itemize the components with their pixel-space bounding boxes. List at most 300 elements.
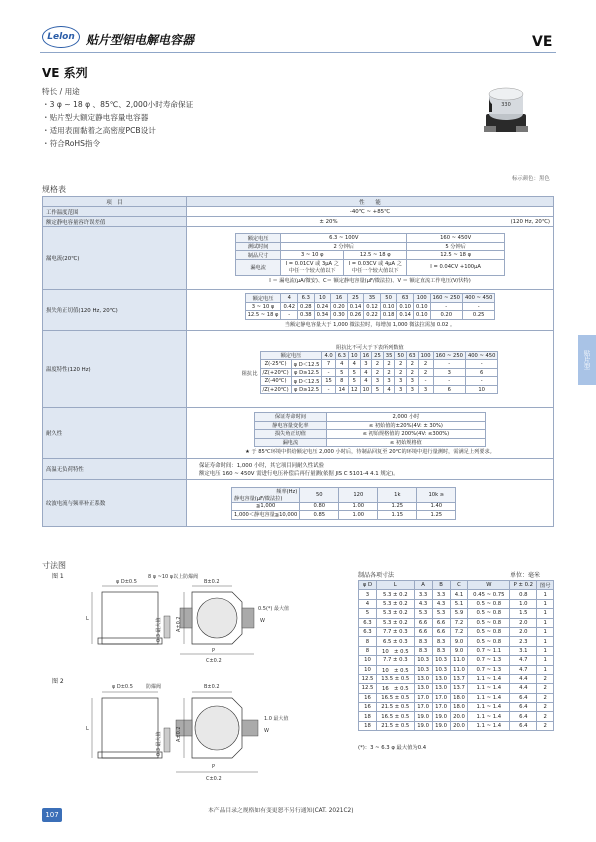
dim-cell: 11.0	[450, 656, 468, 665]
leak-h-time: 测试时间	[236, 242, 281, 251]
dim-cell: 0.5 ~ 0.8	[468, 618, 510, 627]
endurance-row	[255, 413, 486, 422]
tc-cell: 2	[383, 360, 395, 369]
dim-cell: 7.7 ± 0.3	[376, 656, 414, 665]
tc-cell: 5	[372, 385, 384, 394]
dim-cell: 8.3	[432, 646, 450, 655]
tc-header-cell: 4.0	[322, 351, 335, 360]
spec-heading: 规格表	[42, 185, 66, 194]
tan-row	[245, 311, 495, 320]
endurance-item: 静电容量变化率	[255, 421, 327, 430]
fig1-vent-label: 8 φ ~10 φ以上防爆阀	[148, 574, 199, 580]
dimension-table	[358, 580, 554, 731]
tc-cell: 2	[395, 368, 407, 377]
tc-cell: 3	[372, 377, 384, 386]
tc-cell: 4	[360, 377, 372, 386]
dim-row	[359, 627, 554, 636]
leak-h-size: 制品尺寸	[236, 251, 281, 260]
tan-header-cell: 10	[314, 294, 331, 303]
tan-delta-table	[245, 293, 496, 320]
tc-row	[260, 368, 498, 377]
tc-row	[260, 385, 498, 394]
spec-table	[42, 196, 554, 527]
dim-cell: 12.5	[359, 684, 377, 693]
shelf-line-2: 额定电压 160 ~ 450V 需进行电压补偿后再行量测(依据 JIS C 5101-4 4.1 规定)。	[199, 471, 399, 477]
tan-cell: 3 ~ 10 φ	[245, 302, 281, 311]
dim-cell: 18.0	[450, 703, 468, 712]
dim-cell: 8.3	[432, 637, 450, 646]
dim-cell: 6.3	[359, 627, 377, 636]
temp-char-title: 阻抗比不可大于下表所列数值	[336, 344, 404, 351]
dim-cell: 1	[537, 618, 554, 627]
ripple-cell: 1.40	[417, 502, 456, 511]
tan-delta-cell	[187, 290, 554, 331]
tan-cell: 0.20	[331, 302, 348, 311]
dim-cell: 13.0	[414, 684, 432, 693]
dim-cell: 21.5 ± 0.5	[376, 721, 414, 730]
dim-cell: 6.4	[510, 693, 537, 702]
temp-char-label: 温度特性(120 Hz)	[43, 331, 187, 408]
dim-row	[359, 721, 554, 730]
dim-cell: 8.3	[414, 637, 432, 646]
series-name: VE 系列	[42, 66, 88, 80]
dim-cell: 1.1 ~ 1.4	[468, 703, 510, 712]
ripple-row	[232, 502, 456, 511]
dim-cell: 6.6	[432, 618, 450, 627]
dim-cell: 8.3	[414, 646, 432, 655]
dim-row	[359, 599, 554, 608]
leakage-cell	[187, 227, 554, 290]
catalog-title: 贴片型铝电解电容器	[86, 33, 195, 47]
dim-cell: 10.3	[432, 665, 450, 674]
dim-cell: 18.0	[450, 693, 468, 702]
tan-header-cell: 4	[281, 294, 298, 303]
dim-cell: 4.3	[432, 599, 450, 608]
shelf-life-label: 高温无负荷特性	[43, 459, 187, 480]
tan-cell: -	[430, 302, 462, 311]
dim-cell: 19.0	[432, 712, 450, 721]
dim-cell: 18	[359, 721, 377, 730]
endurance-item: 保证寿命时间	[255, 413, 327, 422]
cap-tolerance-condition: (120 Hz, 20℃)	[470, 217, 554, 227]
tan-header-cell: 50	[380, 294, 397, 303]
leakage-note: I ＝ 漏电流(μA/微安)、C＝ 额定静电容量(μF/微法拉)、V ＝ 额定直流工作电压(V/伏特)	[269, 277, 471, 284]
tc-header-cell: 额定电压	[260, 351, 322, 360]
dim-cell: 1.0	[510, 599, 537, 608]
tan-header-row	[245, 294, 495, 303]
dim-cell: 2	[537, 674, 554, 683]
ripple-row	[232, 511, 456, 520]
header-divider	[40, 52, 556, 53]
leakage-table	[235, 233, 505, 276]
dim-cell: 21.5 ± 0.5	[376, 703, 414, 712]
fig1-label: 图 1	[52, 573, 64, 580]
tan-header-cell: 400 ~ 450	[462, 294, 494, 303]
dim-cell: 0.7 ~ 1.1	[468, 646, 510, 655]
fig1-l-dim: L	[86, 616, 89, 622]
tc-cell: -	[322, 368, 335, 377]
temp-range-value: -40℃ ~ +85℃	[187, 207, 554, 217]
tc-cell: 7	[322, 360, 335, 369]
spec-col-item: 项 目	[43, 197, 187, 207]
dim-cell: 4.4	[510, 684, 537, 693]
tan-cell: 0.10	[380, 302, 397, 311]
dim-cell: 1.5	[510, 609, 537, 618]
endurance-value: ≤ 初始规格值	[326, 438, 485, 447]
tc-header-cell: 400 ~ 450	[465, 351, 497, 360]
dim-cell: 1	[537, 599, 554, 608]
dim-cell: 5.3	[432, 609, 450, 618]
ripple-cell: 0.80	[300, 502, 339, 511]
dim-cell: 1	[537, 665, 554, 674]
dim-cell: 4.4	[510, 674, 537, 683]
dim-cell: 10.3	[414, 656, 432, 665]
dim-cell: 2.0	[510, 618, 537, 627]
dim-cell: 2.0	[510, 627, 537, 636]
capacitor-product-image	[480, 84, 532, 136]
feature-item: ・3 φ ~ 18 φ 、85℃、2,000小时寿命保证	[42, 100, 194, 109]
tc-header-cell: 160 ~ 250	[433, 351, 465, 360]
endurance-item: 损失角正切值	[255, 430, 327, 439]
dim-header-cell: φ D	[359, 581, 377, 590]
dim-header-cell: W	[468, 581, 510, 590]
tan-cell: 0.20	[430, 311, 462, 320]
leak-t1: 2 分钟后	[281, 242, 407, 251]
tc-cell: 3	[395, 377, 407, 386]
tc-header-cell: 50	[395, 351, 407, 360]
tc-cell: 2	[406, 360, 418, 369]
leak-c3: I = 0.04CV +100μA	[407, 259, 505, 275]
dim-cell: 10.3	[432, 656, 450, 665]
tc-cell: -	[433, 377, 465, 386]
tan-header-cell: 25	[347, 294, 364, 303]
tan-header-cell: 100	[413, 294, 430, 303]
ripple-cell: 1.25	[417, 511, 456, 520]
dim-cell: 1	[537, 627, 554, 636]
tc-cell: 4	[383, 385, 395, 394]
tan-cell: -	[462, 302, 494, 311]
tan-cell: 0.22	[364, 311, 381, 320]
ripple-cell: 1,000＜静电容量≦10,000	[232, 511, 300, 520]
shelf-line-1: 保证寿命时间：1,000 小时，其它项目同耐久性试验	[199, 463, 324, 469]
endurance-item: 漏电流	[255, 438, 327, 447]
tc-cell: 2	[372, 368, 384, 377]
tan-delta-note: 当额定静电容量大于 1,000 微法拉时，每增加 1,000 微法拉需加 0.02 。	[284, 321, 456, 328]
dim-cell: 17.0	[432, 693, 450, 702]
dim-row	[359, 684, 554, 693]
dim-row	[359, 637, 554, 646]
dim-cell: 20.0	[450, 712, 468, 721]
dim-cell: 19.0	[414, 721, 432, 730]
tan-row	[245, 302, 495, 311]
tc-cell: 3	[433, 368, 465, 377]
dim-cell: 2	[537, 721, 554, 730]
side-tab: 贴片型	[578, 335, 596, 385]
tan-cell: 0.26	[347, 311, 364, 320]
dim-cell: 2	[537, 684, 554, 693]
ripple-freq: 50	[300, 487, 339, 502]
tan-delta-label: 损失角正切值(120 Hz, 20℃)	[43, 290, 187, 331]
endurance-table	[254, 412, 486, 447]
dim-cell: 1.1 ~ 1.4	[468, 684, 510, 693]
tc-cell: 2	[406, 368, 418, 377]
dim-cell: 7.7 ± 0.3	[376, 627, 414, 636]
leak-h-current: 漏电流	[236, 259, 281, 275]
dim-cell: 1	[537, 609, 554, 618]
dim-cell: 1.1 ~ 1.4	[468, 712, 510, 721]
dim-header-cell: A	[414, 581, 432, 590]
dim-cell: 10.3	[414, 665, 432, 674]
dim-cell: 13.7	[450, 684, 468, 693]
ripple-cell: ≦1,000	[232, 502, 300, 511]
dim-unit: 单位：毫米	[510, 572, 541, 579]
dim-cell: 8	[359, 646, 377, 655]
dim-cell: 5.3 ± 0.2	[376, 599, 414, 608]
dim-header-cell: 图号	[537, 581, 554, 590]
tan-cell: 0.10	[413, 302, 430, 311]
tan-cell: 0.42	[281, 302, 298, 311]
dim-cell: 19.0	[432, 721, 450, 730]
dim-cell: 17.0	[414, 703, 432, 712]
dim-cell: 6.6	[432, 627, 450, 636]
dim-cell: 20.0	[450, 721, 468, 730]
tan-header-cell: 16	[331, 294, 348, 303]
ripple-header-row	[232, 487, 456, 502]
endurance-row	[255, 421, 486, 430]
feature-item: ・适用表面黏着之高密度PCB设计	[42, 126, 156, 135]
tan-header-cell: 63	[397, 294, 414, 303]
tc-cell: 2	[395, 360, 407, 369]
tan-cell: 0.30	[331, 311, 348, 320]
leak-s1: 3 ~ 10 φ	[281, 251, 344, 260]
tan-cell: 0.34	[314, 311, 331, 320]
leakage-label: 漏电流(20℃)	[43, 227, 187, 290]
fig1-p-label: P	[212, 648, 216, 654]
tc-row	[260, 377, 498, 386]
tan-header-cell: 额定电压	[245, 294, 281, 303]
tan-header-cell: 160 ~ 250	[430, 294, 462, 303]
dim-cell: 6.5 ± 0.3	[376, 637, 414, 646]
dim-cell: 5.3 ± 0.2	[376, 618, 414, 627]
dim-cell: 0.7 ~ 1.3	[468, 656, 510, 665]
dim-header-cell: L	[376, 581, 414, 590]
dim-cell: 5.9	[450, 609, 468, 618]
endurance-label: 耐久性	[43, 408, 187, 459]
dim-header-cell: P ± 0.2	[510, 581, 537, 590]
dim-cell: 4.7	[510, 656, 537, 665]
tc-cell: 3	[406, 377, 418, 386]
dim-cell: 4.1	[450, 590, 468, 599]
temp-char-table	[260, 351, 499, 395]
feature-item: ・贴片型大额定静电容量电容器	[42, 113, 149, 122]
dim-cell: 1.1 ~ 1.4	[468, 674, 510, 683]
shelf-life-cell	[187, 459, 554, 480]
tc-cell: -	[322, 385, 335, 394]
dim-cell: 11.0	[450, 665, 468, 674]
endurance-value: ≤ 初始规格值的 200%(4V: ≤300%)	[326, 430, 485, 439]
dim-table-title: 制品各项寸法	[358, 572, 395, 579]
footer-note: 本产品目录之规格如有变更恕不另行通知(CAT. 2021C2)	[208, 808, 354, 814]
dim-cell: 2	[537, 693, 554, 702]
dim-cell: 13.0	[432, 684, 450, 693]
dim-cell: 17.0	[414, 693, 432, 702]
dim-footnote: (*)：3 ~ 6.3 φ 最大值为0.4	[358, 745, 427, 751]
tc-cell: -	[465, 377, 497, 386]
dim-cell: 0.5 ~ 0.8	[468, 609, 510, 618]
ripple-cap-header: 静电容量(μF/微法拉)	[234, 495, 283, 502]
tc-cell: 10	[360, 385, 372, 394]
tc-cell: /Z(+20℃)	[260, 385, 291, 394]
tc-cell: φ D＜12.5	[291, 360, 322, 369]
dim-cell: 4.3	[414, 599, 432, 608]
dim-cell: 16.5 ± 0.5	[376, 712, 414, 721]
tc-cell: 2	[418, 360, 433, 369]
dim-cell: 3.1	[510, 646, 537, 655]
tc-cell: 10	[465, 385, 497, 394]
ripple-freq: 120	[339, 487, 378, 502]
dim-cell: 0.5 ~ 0.8	[468, 599, 510, 608]
dim-cell: 16.5 ± 0.5	[376, 693, 414, 702]
dim-row	[359, 646, 554, 655]
dim-cell: 16 ± 0.5	[376, 684, 414, 693]
marking-color-note: 标示颜色：黑色	[512, 176, 550, 182]
leak-v1: 6.3 ~ 100V	[281, 234, 407, 243]
fig2-maxw-label: 1.0 最大值	[264, 716, 289, 722]
dim-cell: 1	[537, 637, 554, 646]
tc-cell: 5	[348, 377, 360, 386]
fig2-ltol-label: 0.3 最大值	[156, 731, 162, 756]
endurance-row	[255, 438, 486, 447]
dim-cell: 0.45 ~ 0.75	[468, 590, 510, 599]
ripple-corner	[232, 487, 300, 502]
dim-cell: 16	[359, 693, 377, 702]
tan-cell: 0.10	[397, 302, 414, 311]
fig2-d-label: φ D±0.5	[112, 684, 133, 690]
tc-cell: 14	[335, 385, 348, 394]
dim-cell: 5.1	[450, 599, 468, 608]
tan-cell: 0.24	[314, 302, 331, 311]
ripple-cell: 0.85	[300, 511, 339, 520]
fig2-vent-label: 防爆阀	[146, 684, 162, 690]
leak-s2: 12.5 ~ 18 φ	[344, 251, 407, 260]
ripple-cell: 1.15	[378, 511, 417, 520]
ripple-cell: 1.00	[339, 511, 378, 520]
dim-cell: 2	[537, 703, 554, 712]
dim-row	[359, 665, 554, 674]
dim-cell: 5.3	[414, 609, 432, 618]
tc-row	[260, 360, 498, 369]
dim-cell: 8	[359, 637, 377, 646]
dim-cell: 6.3	[359, 618, 377, 627]
endurance-value: ≤ 初始值的±20%(4V: ± 30%)	[326, 421, 485, 430]
tc-cell: -	[418, 377, 433, 386]
dim-row	[359, 703, 554, 712]
tc-cell: Z(-25℃)	[260, 360, 291, 369]
fig2-label: 图 2	[52, 678, 64, 685]
dim-row	[359, 693, 554, 702]
tc-cell: 6	[433, 385, 465, 394]
fig1-a-label: A±0.2	[176, 616, 182, 632]
dim-cell: 4	[359, 599, 377, 608]
dim-cell: 0.5 ~ 0.8	[468, 637, 510, 646]
dim-cell: 19.0	[414, 712, 432, 721]
dim-cell: 3	[359, 590, 377, 599]
tc-header-cell: 6.3	[335, 351, 348, 360]
tc-cell: -	[433, 360, 465, 369]
fig2-c-label: C±0.2	[206, 776, 222, 782]
tc-cell: 4	[348, 360, 360, 369]
dim-cell: 9.0	[450, 637, 468, 646]
ripple-cell	[187, 480, 554, 527]
dim-cell: 0.5 ~ 0.8	[468, 627, 510, 636]
dim-cell: 4.7	[510, 665, 537, 674]
fig1-maxw-label: 0.5(*) 最大值	[258, 606, 289, 612]
dim-cell: 17.0	[432, 703, 450, 712]
temp-char-cell	[187, 331, 554, 408]
ripple-cell: 1.00	[339, 502, 378, 511]
dim-cell: 13.0	[414, 674, 432, 683]
tc-cell: φ D＜12.5	[291, 377, 322, 386]
ripple-table	[231, 487, 456, 520]
tc-header-cell: 100	[418, 351, 433, 360]
fig1-d-label: φ D±0.5	[116, 579, 137, 585]
dim-row	[359, 590, 554, 599]
dim-cell: 9.0	[450, 646, 468, 655]
tan-cell: -	[281, 311, 298, 320]
impedance-ratio-label: 阻抗比	[241, 370, 258, 377]
dim-cell: 7.2	[450, 618, 468, 627]
dim-cell: 2	[537, 712, 554, 721]
brand-logo: Lelon	[42, 26, 80, 48]
tc-cell: 6	[465, 368, 497, 377]
tan-cell: 0.12	[364, 302, 381, 311]
spec-col-performance: 性 能	[187, 197, 554, 207]
figure-1-drawing	[80, 572, 312, 672]
dim-cell: 10 ± 0.5	[376, 665, 414, 674]
cap-tolerance-label: 额定静电容量容许误差值	[43, 217, 187, 227]
dim-cell: 3.3	[414, 590, 432, 599]
dim-cell: 12.5	[359, 674, 377, 683]
dim-cell: 13.5 ± 0.5	[376, 674, 414, 683]
dim-cell: 13.7	[450, 674, 468, 683]
dim-cell: 10 ± 0.5	[376, 646, 414, 655]
dim-cell: 6.4	[510, 703, 537, 712]
dim-row	[359, 618, 554, 627]
dim-cell: 1.1 ~ 1.4	[468, 721, 510, 730]
tc-header-cell: 63	[406, 351, 418, 360]
tan-cell: 0.18	[380, 311, 397, 320]
dim-cell: 0.8	[510, 590, 537, 599]
endurance-row	[255, 430, 486, 439]
endurance-note: ★ 于 85℃环境中供给额定电压 2,000 小时后，待制品回复至 20℃的环境中进行量测时，需满足上列要求。	[245, 449, 495, 455]
tan-header-cell: 35	[364, 294, 381, 303]
tan-cell: 0.38	[298, 311, 315, 320]
dim-cell: 1	[537, 590, 554, 599]
feature-item: ・符合RoHS指令	[42, 139, 101, 148]
dim-cell: 7.2	[450, 627, 468, 636]
svg-text:330: 330	[501, 102, 511, 108]
dim-cell: 1	[537, 656, 554, 665]
tc-cell: 2	[383, 368, 395, 377]
tan-cell: 12.5 ~ 18 φ	[245, 311, 281, 320]
dim-cell: 6.6	[414, 627, 432, 636]
tan-cell: 0.10	[413, 311, 430, 320]
fig1-b-label: B±0.2	[204, 579, 220, 585]
dim-cell: 6.4	[510, 712, 537, 721]
dim-cell: 2.3	[510, 637, 537, 646]
endurance-value: 2,000 小时	[326, 413, 485, 422]
endurance-cell	[187, 408, 554, 459]
